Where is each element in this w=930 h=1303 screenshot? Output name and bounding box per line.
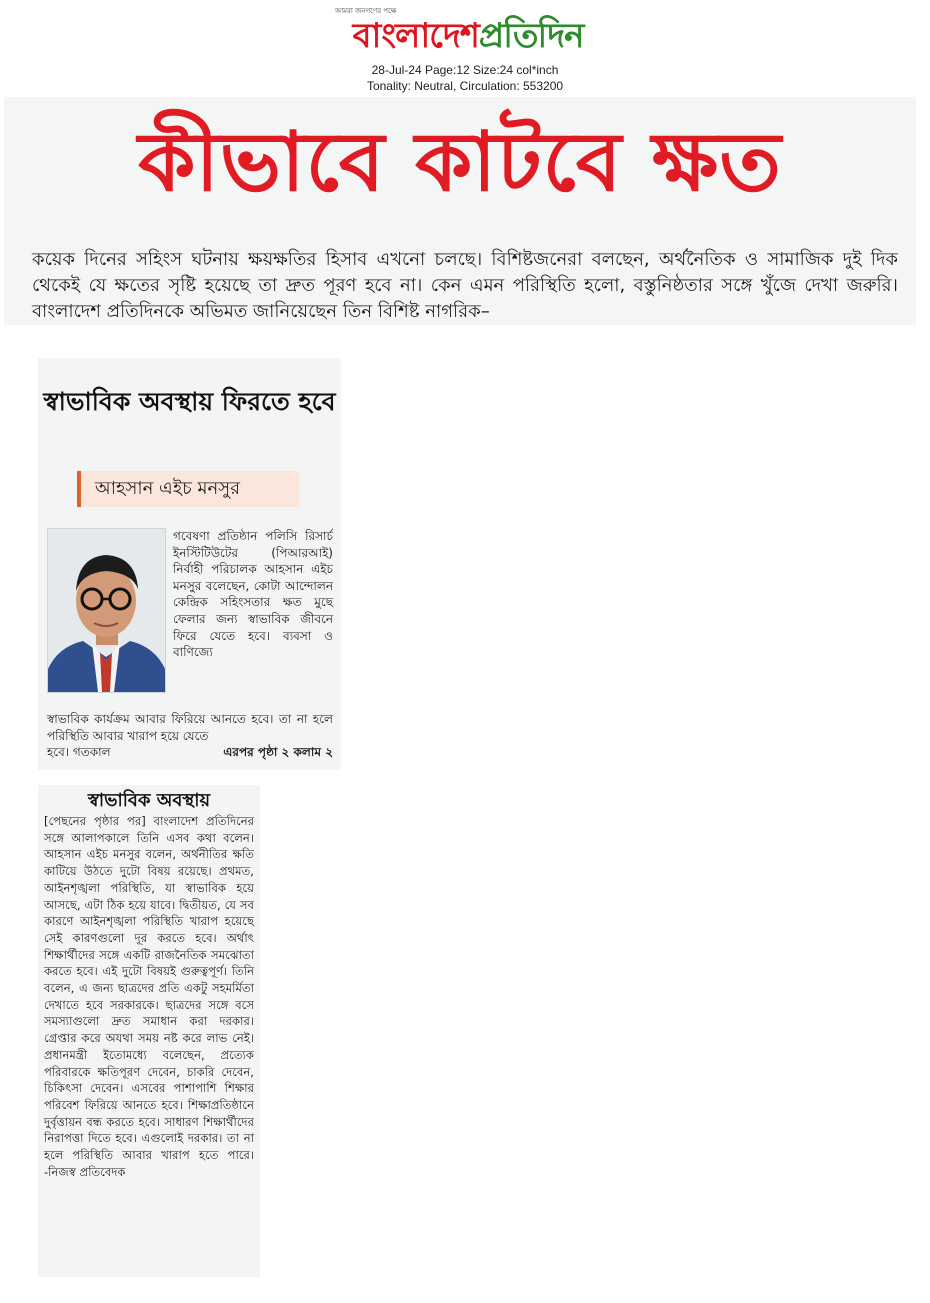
clipping-meta-tonality: Tonality: Neutral, Circulation: 553200 <box>366 79 564 93</box>
headline-banner <box>4 97 916 325</box>
masthead <box>0 0 930 96</box>
clipping-meta-date: 28-Jul-24 Page:12 Size:24 col*inch <box>371 63 559 77</box>
masthead-tagline: আমরা জনগণের পক্ষে <box>335 7 397 15</box>
logo-text-protidin: প্রতিদিন <box>478 16 584 56</box>
portrait-illustration <box>48 529 165 692</box>
article-tail-end: হবে। গতকাল <box>47 745 111 759</box>
intro-paragraph: কয়েক দিনের সহিংস ঘটনায় ক্ষয়ক্ষতির হিসাব এখনো চলছে। বিশিষ্টজনেরা বলছেন, অর্থনৈতিক ও সামাজিক দুই দিক থেকেই যে ক্ষতের সৃষ্টি হয়েছে তা দ্রুত পূরণ হবে না। কেন এমন পরিস্থিতি হলো, বস্তুনিষ্ঠতার সঙ্গে খুঁজে দেখা জরুরি। বাংলাদেশ প্রতিদিনকে অভিমত জানিয়েছেন তিন বিশিষ্ট নাগরিক– <box>32 249 898 322</box>
article-continuation-box <box>38 785 260 1277</box>
article-opinion-box <box>38 358 341 770</box>
article-body-continued: স্বাভাবিক কার্যক্রম আবার ফিরিয়ে আনতে হবে। তা না হলে পরিস্থিতি আবার খারাপ হয়ে যেতে <box>47 712 333 743</box>
logo-text-bangladesh: বাংলাদেশ <box>352 16 479 56</box>
author-byline: আহসান এইচ মনসুর <box>77 471 299 507</box>
continued-on-page-label: এরপর পৃষ্ঠা ২ কলাম ২ <box>223 745 333 759</box>
main-headline: কীভাবে কাটবে ক্ষত <box>138 115 782 210</box>
article-title: স্বাভাবিক অবস্থায় ফিরতে হবে <box>43 387 336 416</box>
continuation-title: স্বাভাবিক অবস্থায় <box>87 790 211 811</box>
continuation-body: [পেছনের পৃষ্ঠার পর] বাংলাদেশ প্রতিদিনের সঙ্গে আলাপকালে তিনি এসব কথা বলেন। আহসান এইচ মনসুর বলেন, অর্থনীতির ক্ষতি কাটিয়ে উঠতে দুটো বিষয় রয়েছে। প্রথমত, আইনশৃঙ্খলা পরিস্থিতি, যা স্বাভাবিক হয়ে আসছে, এটা ঠিক হয়ে যাবে। দ্বিতীয়ত, যে সব কারণে আইনশৃঙ্খলা পরিস্থিতি খারাপ হয়েছে সেই কারণগুলো দূর করতে হবে। অর্থাৎ শিক্ষার্থীদের সঙ্গে একটি রাজনৈতিক সমঝোতা করতে হবে। এই দুটো বিষয়ই গুরুত্বপূর্ণ। তিনি বলেন, এ জন্য ছাত্রদের প্রতি একটু সহমর্মিতা দেখাতে হবে সরকারকে। ছাত্রদের সঙ্গে বসে সমস্যাগুলো দ্রুত সমাধান করা দরকার। গ্রেপ্তার করে অযথা সময় নষ্ট করে লাভ নেই। প্রধানমন্ত্রী ইতোমধ্যে বলেছেন, প্রত্যেক পরিবারকে ক্ষতিপূরণ দেবেন, চাকরি দেবেন, চিকিৎসা দেবেন। এসবের পাশাপাশি শিক্ষার পরিবেশ ফিরিয়ে আনতে হবে। শিক্ষাপ্রতিষ্ঠানে দুর্বৃত্তায়ন বন্ধ করতে হবে। সাধারণ শিক্ষার্থীদের নিরাপত্তা দিতে হবে। এগুলোই দরকার। তা না হলে পরিস্থিতি আবার খারাপ হতে পারে। -নিজস্ব প্রতিবেদক <box>44 814 254 1179</box>
article-jump-line <box>47 744 333 761</box>
newspaper-logo <box>333 10 603 60</box>
article-body-column: গবেষণা প্রতিষ্ঠান পলিসি রিসার্চ ইনস্টিটিউটের (পিআরআই) নির্বাহী পরিচালক আহসান এইচ মনসুর বলেছেন, কোটা আন্দোলন কেন্দ্রিক সহিংসতার ক্ষত মুছে ফেলার জন্য স্বাভাবিক জীবনে ফিরে যেতে হবে। ব্যবসা ও বাণিজ্যে <box>173 529 333 660</box>
person-portrait-icon <box>47 528 166 693</box>
